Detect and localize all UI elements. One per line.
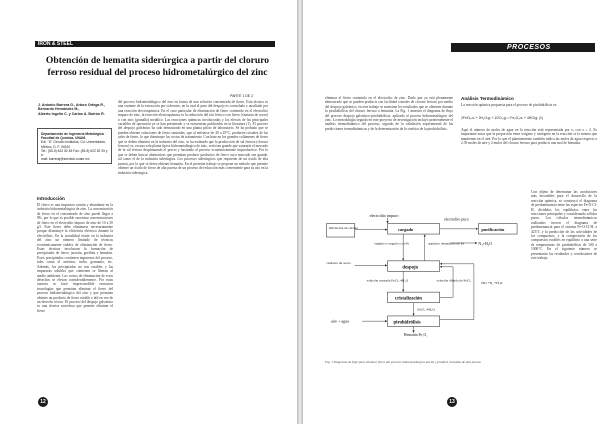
label-n2-h2o: N₂+H₂O bbox=[478, 241, 493, 247]
right-column-1-text: eliminar el fierro contenido en el electrolito de zinc. Dado que ya está plenamente demostrado que se pueden producir con facilidad cristales de cloruro ferroso por medio del despojo galvánico, en este trabajo se muestran los resultados que se obtienen durante la pirohidrólisis del cloruro ferroso a hematita. La Fig. 1 muestra el diagrama de flujo del proceso despojo galvánico-pirohidrólisis, aplicado al proceso hidrometalúrgico del zinc. La metodología seguida en este proyecto de investigación incluyó primeramente el análisis termodinámico del proceso, seguido de la validación experimental de las predicciones termodinámicas y de la determinación de la cinética de la pirohidrólisis. bbox=[325, 96, 453, 131]
thermo-heading: Análisis Termodinámico bbox=[461, 96, 514, 101]
label-cargado: cargado bbox=[397, 227, 414, 233]
label-hematita: Hematita Fe₂O₃ bbox=[403, 333, 428, 338]
affiliation-line: Edi. "D" Circuito Institutos, Cd. Universitaria, bbox=[41, 140, 106, 145]
label-hcl: HCl +N₂ +H₂O bbox=[481, 280, 503, 285]
thermo-intro: La reacción química propuesta para el proceso de pirohidrólisis es: bbox=[461, 103, 558, 107]
box-cargado bbox=[388, 224, 440, 234]
page-number: 12 bbox=[38, 397, 48, 407]
section-label: PROCESOS bbox=[507, 44, 551, 51]
parte-label: PARTE 1 DE 2 bbox=[230, 94, 254, 98]
label-organico-cargado: orgánico cargado con Fe bbox=[374, 241, 410, 246]
figure-caption: Fig. 1 Diagrama de flujo para eliminar fierro del proceso hidrometalúrgico del Zn y producir hematita de alta pureza. bbox=[325, 360, 482, 364]
left-page bbox=[0, 0, 297, 424]
label-pirohidrolisis: pirohidrólisis bbox=[393, 320, 421, 326]
thermo-text-2: Con objeto de determinar las condiciones más favorables para el desarrollo de la reacción química, se construyó el diagrama de predominancia entre las especies Fe-O-Cl-H, divididos los equilibrios entre las reacciones principales y considerando sólidos puros. Los cálculos termodinámicos realizados fueron el diagrama de predominancia para el sistema Fe-O-Cl-H, a 423°C y la predicción de las actividades de los compuestos, y la composición de los compuestos estables en equilibrio a una serie de temperaturas de pirohidrólisis de 100 a 1000°C. En el siguiente número se presentarán los resultados y conclusiones de este trabajo. bbox=[531, 190, 597, 261]
label-fecl2: FeCl₂·4H₂O bbox=[417, 307, 435, 312]
author-line: J. Antonio Barrera G., Arturo Ortega R., bbox=[38, 103, 106, 107]
affiliation-line: Facultad de Química, UNAM. bbox=[41, 136, 86, 141]
left-column-1-text: El fierro es una impureza común y abundante en la industria hidrometalúrgica de zinc. La concentración de fierro en el concentrado de zinc puede llegar a 8%, por lo que es posible encontrar concentraciones de fierro en el electrolito impuro de zinc de 10 a 30 g/l. Este fierro debe eliminarse necesariamente porque disminuye la eficiencia eléctrica durante la electrólisis. En la actualidad existe en la industria del zinc un número limitado de técnicas económicamente viables de eliminación de fierro. Estas técnicas involucran la formación de precipitados de fierro: jarosita, goethita y hematita. Estos precipitados contienen impurezas del proceso, tales como el arsénico, indio, germanio, etc. Además, los precipitados no son estables y las impurezas solubles que contienen se liberan al medio ambiente. Los costos de eliminación de estos desechos se elevan considerablemente. Por estas razones se hace imprescindible encontrar tecnologías que permitan eliminar el fierro del proceso hidrometalúrgico del zinc y que permitan obtener un producto de fierro estable o útil en vez de un desecho tóxico. El proceso del despojo galvánico es una técnica novedosa que permite eliminar el fierro bbox=[37, 203, 113, 313]
label-electrolito-puro: electrolito puro bbox=[444, 216, 469, 222]
label-despojo: despojo bbox=[402, 265, 419, 271]
right-page bbox=[303, 0, 600, 424]
label-electrolito-impuro: electrolito impuro bbox=[369, 212, 399, 218]
affiliation-line: México, D. F. 04510 bbox=[41, 144, 71, 149]
article-title: Obtención de hematita siderúrgica a partir del cloruro ferroso residual del proceso hidrometalúrgico del zinc bbox=[45, 55, 270, 78]
label-aire-agua: aire + agua bbox=[330, 318, 349, 324]
label-chatarra: chatarra de acero bbox=[326, 260, 351, 265]
chemical-equation: 2FeCl₂₍s₎ + 2H₂O₍g₎ + 1/2O₂₍g₎ = Fe₂O₃₍s₎ + 4HCl₍g₎ (1) bbox=[461, 116, 544, 120]
thermo-text: Aquí el número de moles de agua en la reacción está representada por x, con x ≥ 2. Es importante notar que la proporción entre oxígeno y nitrógeno en la reacción se la misma que mantienen en el aire. Por lo que el planteamiento también indica las moles de agua respecto a 2.39 moles de aire y 2 moles del cloruro ferroso para producir una mol de hematita. bbox=[461, 128, 597, 146]
intro-heading: Introducción bbox=[37, 196, 65, 201]
affiliation-box bbox=[37, 128, 112, 164]
label-organico-despojado: orgánico despojado de Fe bbox=[427, 241, 465, 246]
author-line: Alberto Ingelio C. y Carlos A. Butrón R. bbox=[38, 111, 105, 116]
label-purificacion: purificación bbox=[481, 227, 505, 233]
left-column-2-text: del proceso hidrometalúrgico del zinc en forma de una solución concentrada de fierro. Esta técnica es una variante de la extracción por solventes, en la cual el paso del despojo es controlado y auxiliado por una reacción electroquímica. En el caso particular de eliminación de fierro contenido en el electrolito impuro de zinc, la reacción electroquímica es la reducción del ión férrico con fierro (chatarra de acero) o con zinc (granalla) metálico. Las reacciones químicas involucradas y los efectos de las principales variables de operación ya se han presentado y se encuentran publicados en la literatura (1). El proceso del despojo galvánico ha sido demostrado en una planta piloto de laboratorio. Se ha probado que se pueden obtener soluciones de fierro saturadas, que al enfriarse de 40 a 25°C, producen cristales de las sales de fierro, lo que disminuye los costos de tratamiento. Con base en los grandes volúmenes de fierro que se deben eliminar en la industria del zinc, se ha estimado que la producción de sal ferrosa (cloruro ferroso) es, en una sola planta típica hidrometalúrgica de zinc, sería tan grande que saturaría el mercado de la sal ferrosa desplomando el precio y haciendo al proceso económicamente improductivo. Por lo que se deben buscar alternativas que permitan producir productos de fierro cuyo mercado sea grande, tal como el de la industria siderúrgica. Los procesos siderúrgicos que requieren de un óxido de alta pureza, por lo que se desea obtener hematita. En el presente trabajo se propone un método que permite obtener un óxido de fierro de alta pureza de un proceso de reducción más conveniente para su uso en la industria siderúrgica. bbox=[118, 100, 268, 175]
affiliation-line: Departamento de Ingeniería Metalúrgica bbox=[41, 132, 104, 136]
label-solucion-diluida: solución diluida de FeCl₂ bbox=[436, 278, 472, 283]
author-line: Bernardo Hernández M., bbox=[38, 107, 80, 112]
label-lixiviacion: lixiviación de calcina bbox=[328, 225, 358, 230]
authors bbox=[38, 103, 110, 116]
label-solucion-saturada: solución saturada FeCl₂·4H₂O bbox=[366, 278, 409, 283]
label-cristalizacion: cristalización bbox=[394, 296, 422, 302]
section-label: IRON & STEEL bbox=[38, 41, 74, 47]
flow-diagram bbox=[325, 192, 529, 358]
page-number: 13 bbox=[447, 397, 457, 407]
affiliation-line: Tel.: (55-5) 622 52 45 Fax: (55-5) 622 52 39 y e- bbox=[41, 148, 108, 158]
affiliation-line: mail: barreraj@servidor.unam.mx bbox=[41, 157, 90, 162]
